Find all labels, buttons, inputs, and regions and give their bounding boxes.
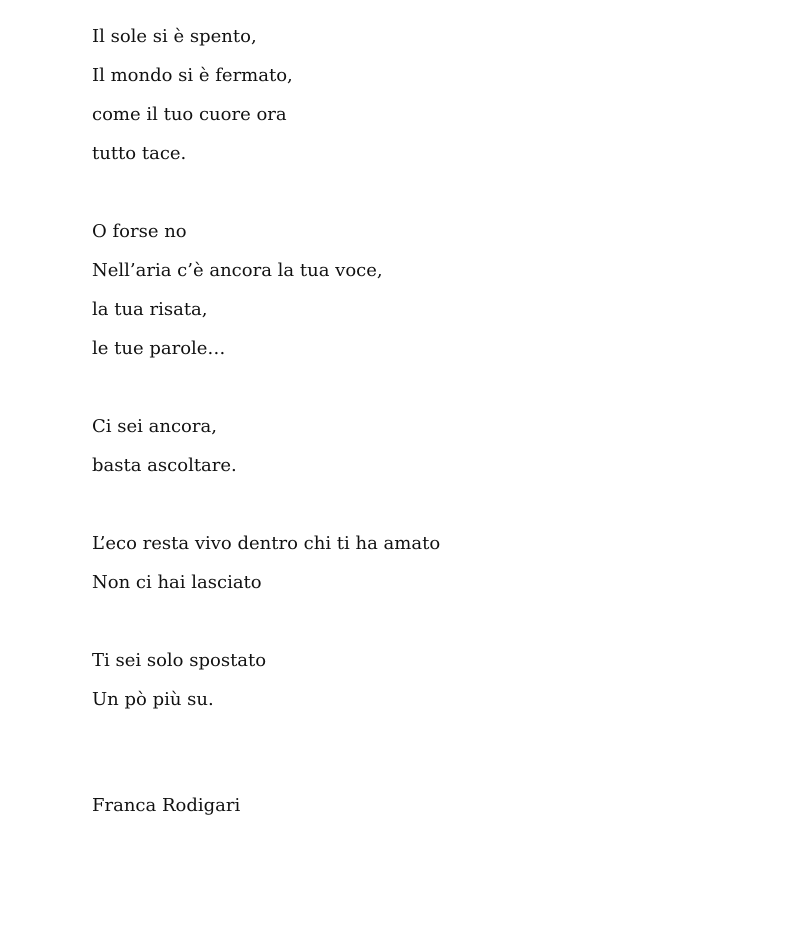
poem-line: Ci sei ancora, [92, 416, 217, 437]
author-signature: Franca Rodigari [92, 795, 241, 816]
poem-line: L’eco resta vivo dentro chi ti ha amato [92, 533, 441, 554]
stanza-1 [92, 17, 440, 173]
poem-line: le tue parole… [92, 338, 226, 359]
poem [92, 17, 440, 758]
stanza-5 [92, 641, 440, 719]
poem-line: tutto tace. [92, 143, 187, 164]
poem-line: Nell’aria c’è ancora la tua voce, [92, 260, 383, 281]
poem-line: Non ci hai lasciato [92, 572, 262, 593]
poem-line: Il sole si è spento, [92, 26, 257, 47]
poem-line: Ti sei solo spostato [92, 650, 267, 671]
stanza-3 [92, 407, 440, 485]
stanza-2 [92, 212, 440, 368]
poem-line: la tua risata, [92, 299, 208, 320]
poem-line: Il mondo si è fermato, [92, 65, 293, 86]
poem-line: Un pò più su. [92, 689, 214, 710]
poem-line: O forse no [92, 221, 187, 242]
poem-line: basta ascoltare. [92, 455, 237, 476]
stanza-4 [92, 524, 440, 602]
poem-line: come il tuo cuore ora [92, 104, 287, 125]
